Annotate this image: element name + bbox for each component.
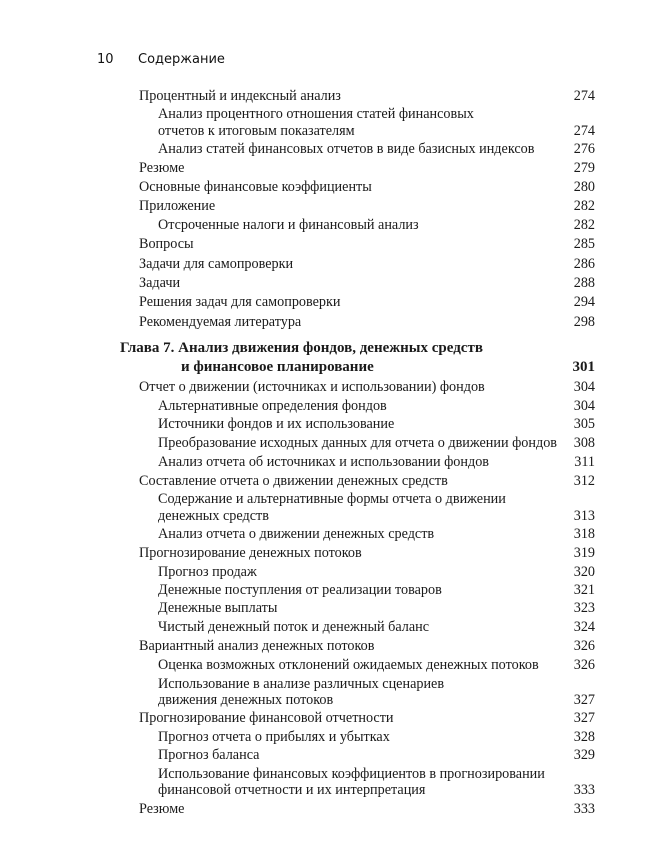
toc-entry-title: Вариантный анализ денежных потоков: [139, 638, 375, 654]
toc-page-number: 305: [573, 416, 595, 432]
toc-entry-title: Оценка возможных отклонений ожидаемых денежных потоков: [158, 657, 539, 673]
toc-page-number: 327: [573, 710, 595, 726]
toc-page-number: 276: [573, 141, 595, 157]
toc-page-number: 308: [573, 435, 595, 451]
toc-page-number: 288: [573, 275, 595, 291]
toc-page-number: 333: [573, 782, 595, 798]
toc-page-number: 321: [573, 582, 595, 598]
chapter-title: и финансовое планирование: [181, 359, 374, 375]
toc-page-number: 328: [573, 729, 595, 745]
toc-page-number: 323: [573, 600, 595, 616]
toc-page-number: 327: [573, 692, 595, 708]
toc-page-number: 313: [573, 508, 595, 524]
toc-entry-title: денежных средств: [158, 508, 269, 524]
chapter-title: Глава 7. Анализ движения фондов, денежных средств: [120, 340, 483, 356]
toc-entry-title: Резюме: [139, 160, 185, 176]
toc-page-number: 326: [573, 657, 595, 673]
toc-entry-title: Анализ отчета об источниках и использовании фондов: [158, 454, 489, 470]
toc-page-number: 319: [573, 545, 595, 561]
toc-page-number: 285: [573, 236, 595, 252]
toc-entry-title: Анализ процентного отношения статей финансовых: [158, 106, 474, 122]
running-header-title: Содержание: [138, 52, 225, 67]
toc-entry-title: Прогноз продаж: [158, 564, 257, 580]
toc-page-number: 304: [573, 379, 595, 395]
toc-page-number: 294: [573, 294, 595, 310]
toc-page-number: 312: [573, 473, 595, 489]
toc-entry-title: Вопросы: [139, 236, 194, 252]
toc-entry-title: Отсроченные налоги и финансовый анализ: [158, 217, 419, 233]
toc-entry-title: Прогноз баланса: [158, 747, 260, 763]
toc-page-number: 282: [573, 198, 595, 214]
toc-page-number: 301: [572, 359, 595, 375]
toc-entry-title: Анализ отчета о движении денежных средств: [158, 526, 435, 542]
toc-entry-title: Рекомендуемая литература: [139, 314, 302, 330]
toc-entry-title: Денежные выплаты: [158, 600, 278, 616]
toc-entry-title: Прогнозирование денежных потоков: [139, 545, 362, 561]
toc-entry-title: Отчет о движении (источниках и использовании) фондов: [139, 379, 485, 395]
toc-entry-title: Резюме: [139, 801, 185, 817]
toc-entry-title: Преобразование исходных данных для отчета о движении фондов: [158, 435, 557, 451]
toc-page-number: 279: [573, 160, 595, 176]
toc-entry-title: Чистый денежный поток и денежный баланс: [158, 619, 430, 635]
toc-page-number: 320: [573, 564, 595, 580]
toc-page-number: 326: [573, 638, 595, 654]
toc-page-number: 280: [573, 179, 595, 195]
toc-entry-title: Денежные поступления от реализации товаров: [158, 582, 442, 598]
toc-page-number: 304: [573, 398, 595, 414]
toc-entry-title: Процентный и индексный анализ: [139, 88, 341, 104]
toc-page-number: 274: [573, 123, 595, 139]
toc-page-number: 282: [573, 217, 595, 233]
toc-entry-title: Прогноз отчета о прибылях и убытках: [158, 729, 390, 745]
toc-entry-title: Решения задач для самопроверки: [139, 294, 341, 310]
toc-entry-title: Приложение: [139, 198, 216, 214]
toc-entry-title: Использование в анализе различных сценариев: [158, 676, 445, 692]
toc-entry-title: Основные финансовые коэффициенты: [139, 179, 372, 195]
toc-entry-title: движения денежных потоков: [158, 692, 334, 708]
toc-page-number: 324: [573, 619, 595, 635]
toc-page-number: 298: [573, 314, 595, 330]
toc-entry-title: финансовой отчетности и их интерпретация: [158, 782, 426, 798]
toc-entry-title: Составление отчета о движении денежных средств: [139, 473, 448, 489]
toc-entry-title: Источники фондов и их использование: [158, 416, 395, 432]
toc-entry-title: отчетов к итоговым показателям: [158, 123, 355, 139]
toc-entry-title: Альтернативные определения фондов: [158, 398, 387, 414]
toc-page-number: 333: [573, 801, 595, 817]
toc-entry-title: Анализ статей финансовых отчетов в виде базисных индексов: [158, 141, 535, 157]
toc-page-number: 286: [573, 256, 595, 272]
toc-entry-title: Задачи для самопроверки: [139, 256, 294, 272]
toc-page-number: 318: [573, 526, 595, 542]
toc-page-number: 329: [573, 747, 595, 763]
toc-entry-title: Использование финансовых коэффициентов в прогнозировании: [158, 766, 545, 782]
toc-entry-title: Содержание и альтернативные формы отчета о движении: [158, 491, 506, 507]
toc-entry-title: Задачи: [139, 275, 181, 291]
toc-page-number: 311: [574, 454, 595, 470]
toc-entry-title: Прогнозирование финансовой отчетности: [139, 710, 394, 726]
toc-page-number: 274: [573, 88, 595, 104]
running-header-page-number: 10: [97, 52, 114, 67]
